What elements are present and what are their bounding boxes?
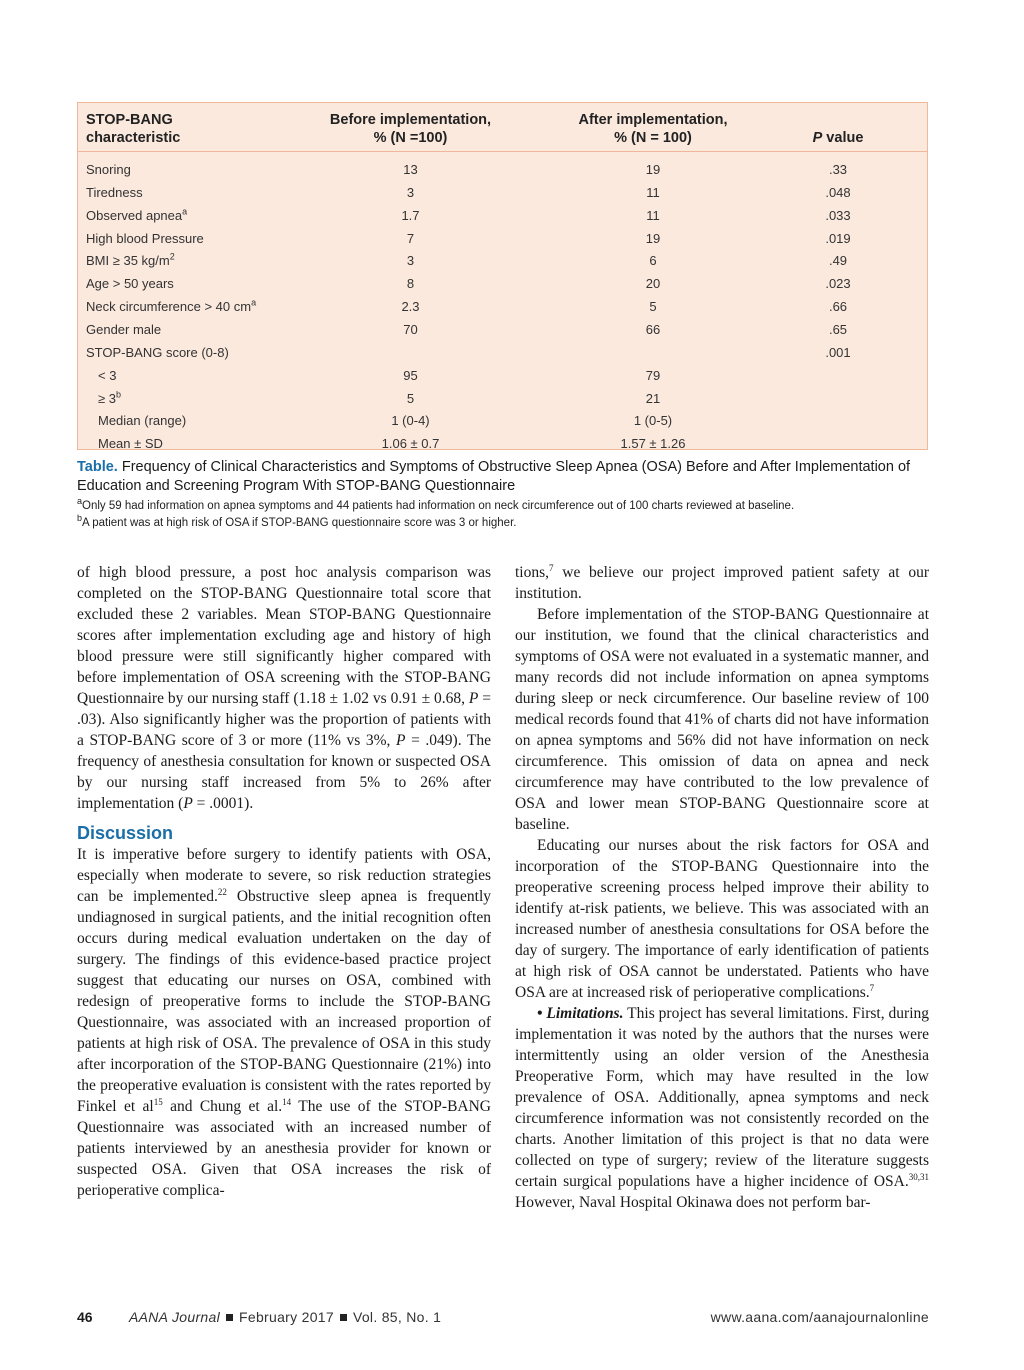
table-row — [78, 319, 927, 342]
cell-p: .033 — [825, 207, 851, 223]
cell-after: 11 — [646, 207, 660, 223]
table-header — [78, 103, 927, 152]
row-label: BMI ≥ 35 kg/m — [86, 253, 170, 269]
header-after: After implementation, % (N = 100) — [578, 112, 728, 146]
cell-before: 7 — [406, 230, 415, 246]
cell-p: .66 — [828, 299, 848, 315]
cell-before: 70 — [403, 321, 418, 337]
cell-before: 1.06 ± 0.7 — [381, 436, 440, 452]
cell-p: .001 — [825, 344, 851, 360]
paragraph-limitations: • Limitations. This project has several limitations. First, during implementation it was noted by the authors that the nurses were intermittently using an older version of the Anesthesia Preoperative Form, which may have resulted in the low prevalence of OSA. Additionally, apnea symptoms and neck circumference information was not consistently recorded on the charts. Another limitation of this project is that no data were collected on type of surgery; review of the literature suggests certain surgical populations have a higher incidence of OSA.$^{30,31}$ However, Naval Hospital Okinawa does not perform bar- — [515, 1005, 930, 1211]
data-table — [77, 102, 928, 450]
row-label: Snoring — [86, 162, 131, 177]
table-row — [78, 342, 927, 365]
table-row — [78, 388, 927, 411]
cell-after: 5 — [649, 299, 657, 315]
cell-after: 1.57 ± 1.26 — [620, 436, 686, 452]
table-row — [78, 365, 927, 388]
header-p-value: P value — [812, 130, 864, 146]
paragraph: Before implementation of the STOP-BANG Questionnaire at our institution, we found that the clinical characteristics and symptoms of OSA were not evaluated in a systematic manner, and many records did not include information on apnea symptoms during sleep or neck circumference. Our baseline review of 100 medical records found that 41% of charts did not have information on apnea symptoms and 56% did not have information on neck circumference. This omission of data on apnea and neck circumference may have contributed to the low prevalence of OSA and lower mean STOP-BANG Questionnaire score at baseline. — [515, 606, 929, 833]
cell-after: 19 — [645, 230, 661, 246]
right-column — [515, 562, 929, 1213]
cell-p: .65 — [828, 321, 848, 337]
row-label: ≥ 3 — [98, 390, 116, 406]
footnote-marker: a — [251, 297, 257, 308]
header-before: Before implementation, % (N =100) — [329, 112, 492, 146]
row-label: Gender male — [86, 321, 162, 337]
row-label: Mean ± SD — [98, 436, 163, 452]
cell-before: 2.3 — [401, 299, 420, 315]
row-label: STOP-BANG score (0-8) — [86, 344, 229, 360]
paragraph: It is imperative before surgery to identify patients with OSA, especially when moderate to severe, so risk reduction strategies can be implemented.$^{22}$ Obstructive sleep apnea is frequently undiagnosed in surgical patients, and the initial recognition often occurs during medical evaluation undertaken on the day of surgery. The findings of this evidence-based practice project suggest that educating our nurses on OSA, combined with redesign of preoperative forms to include the STOP-BANG Questionnaire, was associated with an increased proportion of patients at high risk of OSA. The prevalence of OSA in this study after incorporation of the STOP-BANG Questionnaire (21%) into the preoperative evaluation is consistent with the rates reported by Finkel et $al^{15}$ and Chung et al.$^{14}$ The use of the STOP-BANG Questionnaire was associated with an increased number of patients interviewed by an anesthesia provider for known or suspected OSA. Given that OSA increases the risk of perioperative complica- — [77, 846, 491, 1199]
cell-before: 13 — [403, 162, 418, 177]
table-caption — [77, 458, 937, 496]
cell-p: .023 — [825, 276, 851, 292]
journal-url[interactable]: www.aana.com/aanajournalonline — [710, 1309, 929, 1325]
table-row — [78, 205, 927, 228]
caption-text: Frequency of Clinical Characteristics and Symptoms of Obstructive Sleep Apnea (OSA) Before and After Implementation of Education and Screening Program With STOP-BANG Questionnaire — [77, 459, 911, 494]
page-number: 46 — [77, 1309, 93, 1325]
table-row — [78, 433, 927, 456]
table-row — [78, 410, 927, 433]
cell-after: 79 — [645, 367, 661, 383]
row-label: Age > 50 years — [86, 276, 174, 292]
cell-p: .33 — [828, 162, 848, 177]
cell-before: 1.7 — [401, 207, 420, 223]
row-label-wrap — [86, 299, 256, 314]
cell-p: .019 — [825, 230, 851, 246]
header-characteristic: STOP-BANG characteristic — [86, 112, 181, 146]
row-label-wrap — [86, 253, 175, 268]
table-row — [78, 159, 927, 182]
paragraph: tions,$^7$ we believe our project improved patient safety at our institution. — [515, 562, 929, 602]
cell-before: 5 — [406, 390, 415, 406]
row-label: Observed apnea — [86, 207, 183, 223]
footnote-b: $^b$A patient was at high risk of OSA if STOP-BANG questionnaire score was 3 or higher. — [77, 513, 517, 529]
row-label: Median (range) — [98, 413, 187, 429]
table-row — [78, 296, 927, 319]
left-column — [77, 562, 491, 1201]
cell-after: 19 — [645, 162, 661, 177]
cell-after: 1 (0-5) — [633, 413, 673, 429]
cell-p: .048 — [825, 184, 851, 200]
page-footer — [77, 1309, 929, 1329]
section-heading-discussion: Discussion — [77, 823, 174, 843]
cell-after: 6 — [649, 253, 657, 269]
row-label: Neck circumference > 40 cm — [86, 299, 252, 315]
footnote-marker: b — [115, 389, 121, 400]
row-label: < 3 — [98, 367, 117, 383]
table-row — [78, 273, 927, 296]
cell-after: 20 — [645, 276, 661, 292]
row-label-wrap — [86, 208, 187, 223]
row-label: Tiredness — [86, 184, 143, 200]
cell-p: .49 — [828, 253, 848, 269]
paragraph: of high blood pressure, a post hoc analysis comparison was completed on the STOP-BANG Questionnaire total score that excluded these 2 variables. Mean STOP-BANG Questionnaire scores after implementation excluding age and history of high blood pressure were still significantly higher compared with before implementation of OSA screening with the STOP-BANG Questionnaire by our nursing staff (1.18 ± 1.02 vs 0.91 ± 0.68, P = .03). Also significantly higher was the proportion of patients with a STOP-BANG score of 3 or more (11% vs 3%, P = .049). The frequency of anesthesia consultation for known or suspected OSA by our nursing staff increased from 5% to 26% after implementation (P = .0001). — [77, 564, 491, 812]
footnote-marker: 2 — [169, 252, 175, 263]
table-row — [78, 228, 927, 251]
caption-label: Table. — [77, 459, 118, 475]
journal-info: AANA Journal February 2017 Vol. 85, No. 1 — [129, 1309, 442, 1325]
cell-after: 66 — [645, 321, 661, 337]
cell-before: 3 — [406, 184, 415, 200]
paragraph: Educating our nurses about the risk factors for OSA and incorporation of the STOP-BANG Questionnaire into the preoperative screening process helped improve their ability to identify at-risk patients, we believe. This was associated with an increased number of anesthesia consultations for OSA before the day of surgery. The importance of early identification of patients at high risk of OSA cannot be understated. Patients who have OSA are at increased risk of perioperative complications.$^7$ — [515, 837, 929, 1001]
row-label: High blood Pressure — [86, 230, 204, 246]
footnote-a: $^a$Only 59 had information on apnea symptoms and 44 patients had information on neck circumference out of 100 charts reviewed at baseline. — [77, 496, 795, 512]
cell-after: 11 — [646, 184, 660, 200]
footnote-marker: a — [182, 206, 188, 217]
row-label-wrap — [98, 391, 121, 406]
cell-before: 1 (0-4) — [391, 413, 430, 429]
cell-before: 8 — [406, 276, 415, 292]
cell-after: 21 — [645, 390, 661, 406]
cell-before: 3 — [406, 253, 415, 269]
table-row — [78, 250, 927, 273]
cell-before: 95 — [403, 367, 418, 383]
table-row — [78, 182, 927, 205]
